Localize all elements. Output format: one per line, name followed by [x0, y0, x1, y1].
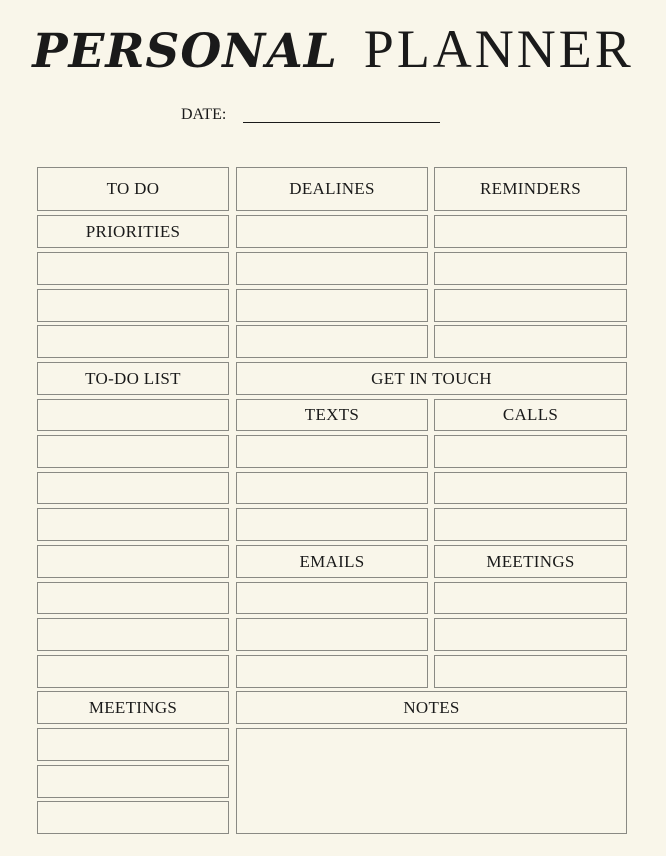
- todo-list-header: TO-DO LIST: [37, 362, 229, 395]
- meeting-line[interactable]: [37, 801, 229, 834]
- call-line[interactable]: [434, 508, 627, 541]
- email-line[interactable]: [236, 618, 428, 651]
- call-line[interactable]: [434, 435, 627, 468]
- priority-line[interactable]: [37, 252, 229, 285]
- meetings-left-header: MEETINGS: [37, 691, 229, 724]
- calls-header: CALLS: [434, 399, 627, 431]
- todo-list-line[interactable]: [37, 655, 229, 688]
- priority-line[interactable]: [37, 325, 229, 358]
- meetings-right-header: MEETINGS: [434, 545, 627, 578]
- title-bold: PERSONAL: [32, 24, 338, 79]
- get-in-touch-header: GET IN TOUCH: [236, 362, 627, 395]
- reminder-line[interactable]: [434, 289, 627, 322]
- date-field-line[interactable]: [243, 122, 440, 123]
- deadlines-header: DEALINES: [236, 167, 428, 211]
- notes-area[interactable]: [236, 728, 627, 834]
- texts-header: TEXTS: [236, 399, 428, 431]
- todo-list-line[interactable]: [37, 508, 229, 541]
- date-label: DATE:: [181, 106, 227, 123]
- priorities-header: PRIORITIES: [37, 215, 229, 248]
- deadline-line[interactable]: [236, 215, 428, 248]
- reminder-line[interactable]: [434, 325, 627, 358]
- meeting-line[interactable]: [434, 618, 627, 651]
- meeting-line[interactable]: [434, 582, 627, 614]
- todo-list-line[interactable]: [37, 472, 229, 504]
- todo-list-line[interactable]: [37, 435, 229, 468]
- todo-list-line[interactable]: [37, 582, 229, 614]
- reminders-header: REMINDERS: [434, 167, 627, 211]
- planner-title: [0, 18, 666, 80]
- emails-header: EMAILS: [236, 545, 428, 578]
- deadline-line[interactable]: [236, 289, 428, 322]
- meeting-line[interactable]: [434, 655, 627, 688]
- todo-list-line[interactable]: [37, 618, 229, 651]
- deadline-line[interactable]: [236, 252, 428, 285]
- call-line[interactable]: [434, 472, 627, 504]
- notes-header: NOTES: [236, 691, 627, 724]
- text-line[interactable]: [236, 508, 428, 541]
- todo-list-line[interactable]: [37, 399, 229, 431]
- meeting-line[interactable]: [37, 765, 229, 798]
- text-line[interactable]: [236, 435, 428, 468]
- reminder-line[interactable]: [434, 252, 627, 285]
- reminder-line[interactable]: [434, 215, 627, 248]
- deadline-line[interactable]: [236, 325, 428, 358]
- todo-header: TO DO: [37, 167, 229, 211]
- email-line[interactable]: [236, 655, 428, 688]
- todo-list-line[interactable]: [37, 545, 229, 578]
- email-line[interactable]: [236, 582, 428, 614]
- meeting-line[interactable]: [37, 728, 229, 761]
- priority-line[interactable]: [37, 289, 229, 322]
- text-line[interactable]: [236, 472, 428, 504]
- title-light: PLANNER: [363, 19, 634, 79]
